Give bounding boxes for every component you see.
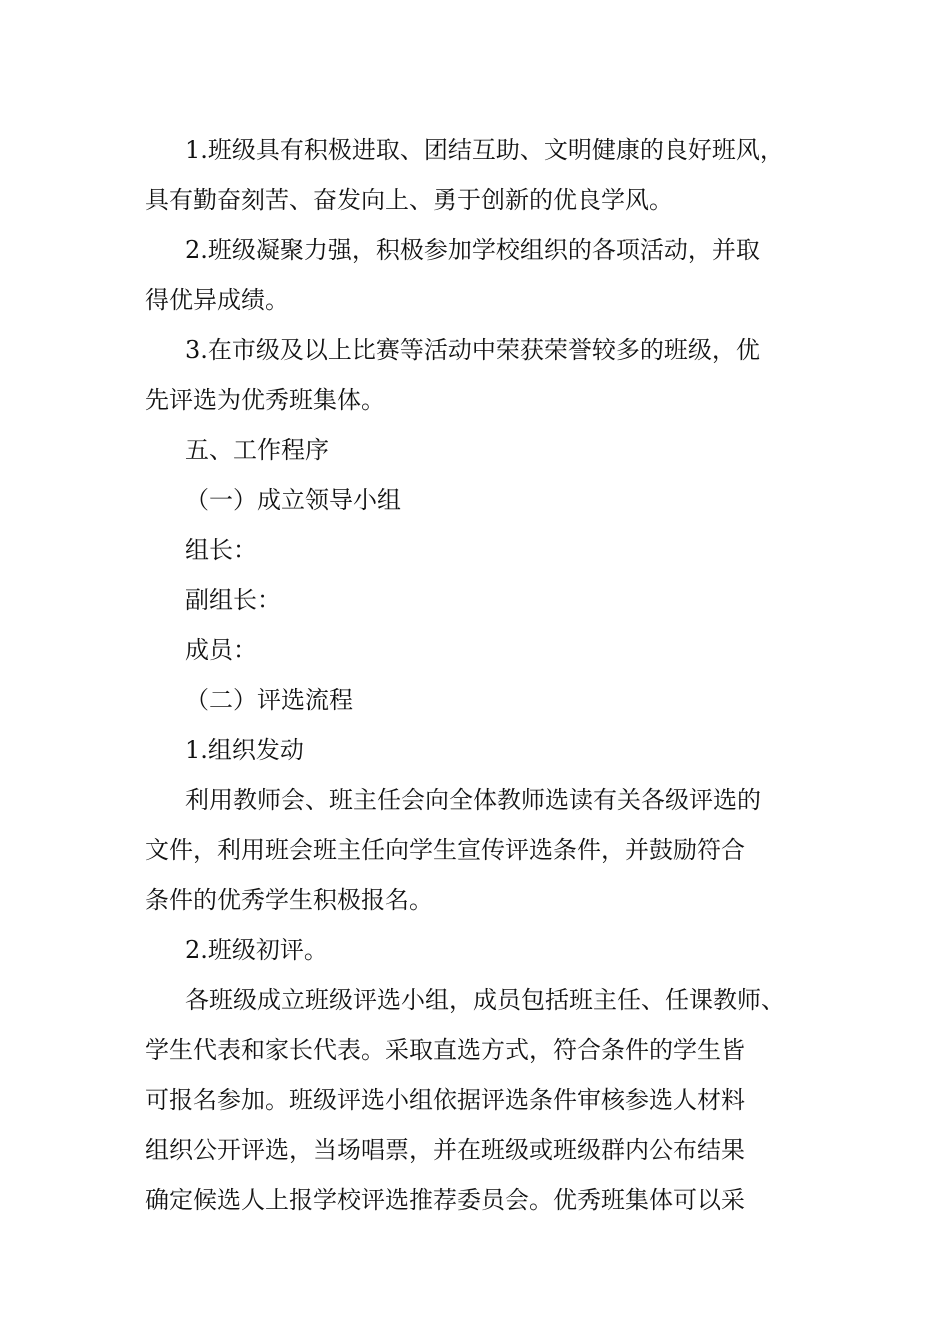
criteria-item-3-line-2: 先评选为优秀班集体。	[145, 386, 385, 414]
step-1-heading: 1.组织发动	[185, 736, 304, 764]
step-2-body-line-5: 确定候选人上报学校评选推荐委员会。优秀班集体可以采	[145, 1186, 745, 1214]
criteria-item-3-line-1: 3.在市级及以上比赛等活动中荣获荣誉较多的班级，优	[185, 336, 760, 364]
step-2-body-line-4: 组织公开评选，当场唱票，并在班级或班级群内公布结果	[145, 1136, 745, 1164]
step-2-body-line-1: 各班级成立班级评选小组，成员包括班主任、任课教师、	[185, 986, 785, 1014]
step-1-body-line-1: 利用教师会、班主任会向全体教师选读有关各级评选的	[185, 786, 761, 814]
step-2-heading: 2.班级初评。	[185, 936, 328, 964]
members-label: 成员：	[185, 636, 257, 664]
leader-label: 组长：	[185, 536, 257, 564]
step-2-body-line-2: 学生代表和家长代表。采取直选方式，符合条件的学生皆	[145, 1036, 745, 1064]
criteria-item-2-line-2: 得优异成绩。	[145, 286, 289, 314]
subsection-heading-leadership: （一）成立领导小组	[185, 486, 401, 514]
criteria-item-1-line-2: 具有勤奋刻苦、奋发向上、勇于创新的优良学风。	[145, 186, 673, 214]
step-1-body-line-2: 文件，利用班会班主任向学生宣传评选条件，并鼓励符合	[145, 836, 745, 864]
deputy-leader-label: 副组长：	[185, 586, 281, 614]
step-1-body-line-3: 条件的优秀学生积极报名。	[145, 886, 433, 914]
step-2-body-line-3: 可报名参加。班级评选小组依据评选条件审核参选人材料	[145, 1086, 745, 1114]
section-heading-procedure: 五、工作程序	[185, 436, 329, 464]
subsection-heading-process: （二）评选流程	[185, 686, 353, 714]
criteria-item-2-line-1: 2.班级凝聚力强，积极参加学校组织的各项活动，并取	[185, 236, 760, 264]
criteria-item-1-line-1: 1.班级具有积极进取、团结互助、文明健康的良好班风，	[185, 136, 784, 164]
